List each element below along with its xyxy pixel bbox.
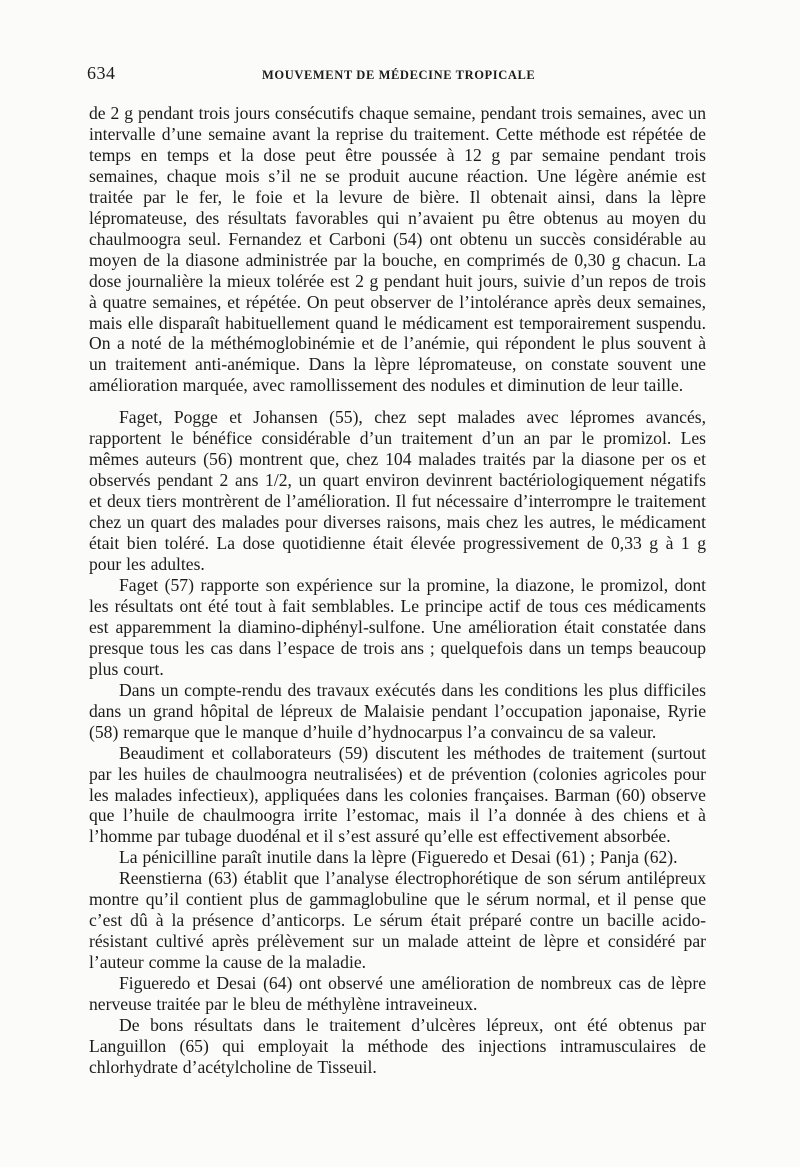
paragraph-reenstierna: Reenstierna (63) établit que l’analyse électrophorétique de son sérum antilépreux montre qu’il contient plus de gammaglobuline que le sérum normal, et il pense que c’est dû à la présence d’anticorps. Le sérum était préparé contre un bacille acido-résistant cultivé après prélèvement sur un malade atteint de lèpre et considéré par l’auteur comme la cause de la maladie. xyxy=(89,868,706,973)
paragraph-figueredo: Figueredo et Desai (64) ont observé une amélioration de nombreux cas de lèpre nerveuse traitée par le bleu de méthylène intraveineux. xyxy=(89,973,706,1015)
page-number: 634 xyxy=(87,63,116,83)
paragraph-faget: Faget (57) rapporte son expérience sur la promine, la diazone, le promizol, dont les résultats ont été tout à fait semblables. Le principe actif de tous ces médicaments est apparemment la diamino-diphényl-sulfone. Une amélioration était constatée dans presque tous les cas dans l’espace de trois ans ; quelquefois dans un temps beaucoup plus court. xyxy=(89,574,706,679)
paragraph-penicilline: La pénicilline paraît inutile dans la lèpre (Figueredo et Desai (61) ; Panja (62). xyxy=(119,847,678,868)
running-title: MOUVEMENT DE MÉDECINE TROPICALE xyxy=(262,68,536,82)
paragraph-faget-pogge: Faget, Pogge et Johansen (55), chez sept malades avec lépromes avancés, rapportent le bénéfice considérable d’un traitement d’un an par le promizol. Les mêmes auteurs (56) montrent que, chez 104 malades traités par la diasone per os et observés pendant 2 ans 1/2, un quart environ devinrent bactériologiquement négatifs et deux tiers montrèrent de l’amélioration. Il fut nécessaire d’interrompre le traitement chez un quart des malades pour diverses raisons, mais chez les autres, le médicament était bien toléré. La dose quotidienne était élevée progressivement de 0,33 g à 1 g pour les adultes. xyxy=(89,407,706,575)
article-body xyxy=(89,103,706,1078)
paragraph-beaudiment: Beaudiment et collaborateurs (59) discutent les méthodes de traitement (surtout par les huiles de chaulmoogra neutralisées) et de prévention (colonies agricoles pour les malades infectieux), appliquées dans les colonies françaises. Barman (60) observe que l’huile de chaulmoogra irrite l’estomac, mais il l’a donnée à des chiens et à l’homme par tubage duodénal et il s’est assuré qu’elle est effectivement absorbée. xyxy=(89,742,706,847)
paragraph-ryrie: Dans un compte-rendu des travaux exécutés dans les conditions les plus difficiles dans un grand hôpital de lépreux de Malaisie pendant l’occupation japonaise, Ryrie (58) remarque que le manque d’huile d’hydnocarpus l’a convaincu de sa valeur. xyxy=(89,679,706,742)
paragraph-continuation: de 2 g pendant trois jours consécutifs chaque semaine, pendant trois semaines, avec un intervalle d’une semaine avant la reprise du traitement. Cette méthode est répétée de temps en temps et la dose peut être poussée à 12 g par semaine pendant trois semaines, chaque mois s’il ne se produit aucune réaction. Une légère anémie est traitée par le fer, le foie et la levure de bière. Il obtenait ainsi, dans la lèpre lépromateuse, des résultats favorables qui n’avaient pu être obtenus au moyen du chaulmoogra seul. Fernandez et Carboni (54) ont obtenu un succès considérable au moyen de la diasone administrée par la bouche, en comprimés de 0,30 g chacun. La dose journalière la mieux tolérée est 2 g pendant huit jours, suivie d’un repos de trois à quatre semaines, et répétée. On peut observer de l’intolérance après deux semaines, mais elle disparaît habituellement quand le médicament est temporairement suspendu. On a noté de la méthémoglobinémie et de l’anémie, qui répondent le plus souvent à un traitement anti-anémique. Dans la lèpre lépromateuse, on constate souvent une amélioration marquée, avec ramollissement des nodules et diminution de leur taille. xyxy=(89,103,706,396)
paragraph-languillon: De bons résultats dans le traitement d’ulcères lépreux, ont été obtenus par Languillon (65) qui employait la méthode des injections intramusculaires de chlorhydrate d’acétylcholine de Tisseuil. xyxy=(89,1014,706,1077)
